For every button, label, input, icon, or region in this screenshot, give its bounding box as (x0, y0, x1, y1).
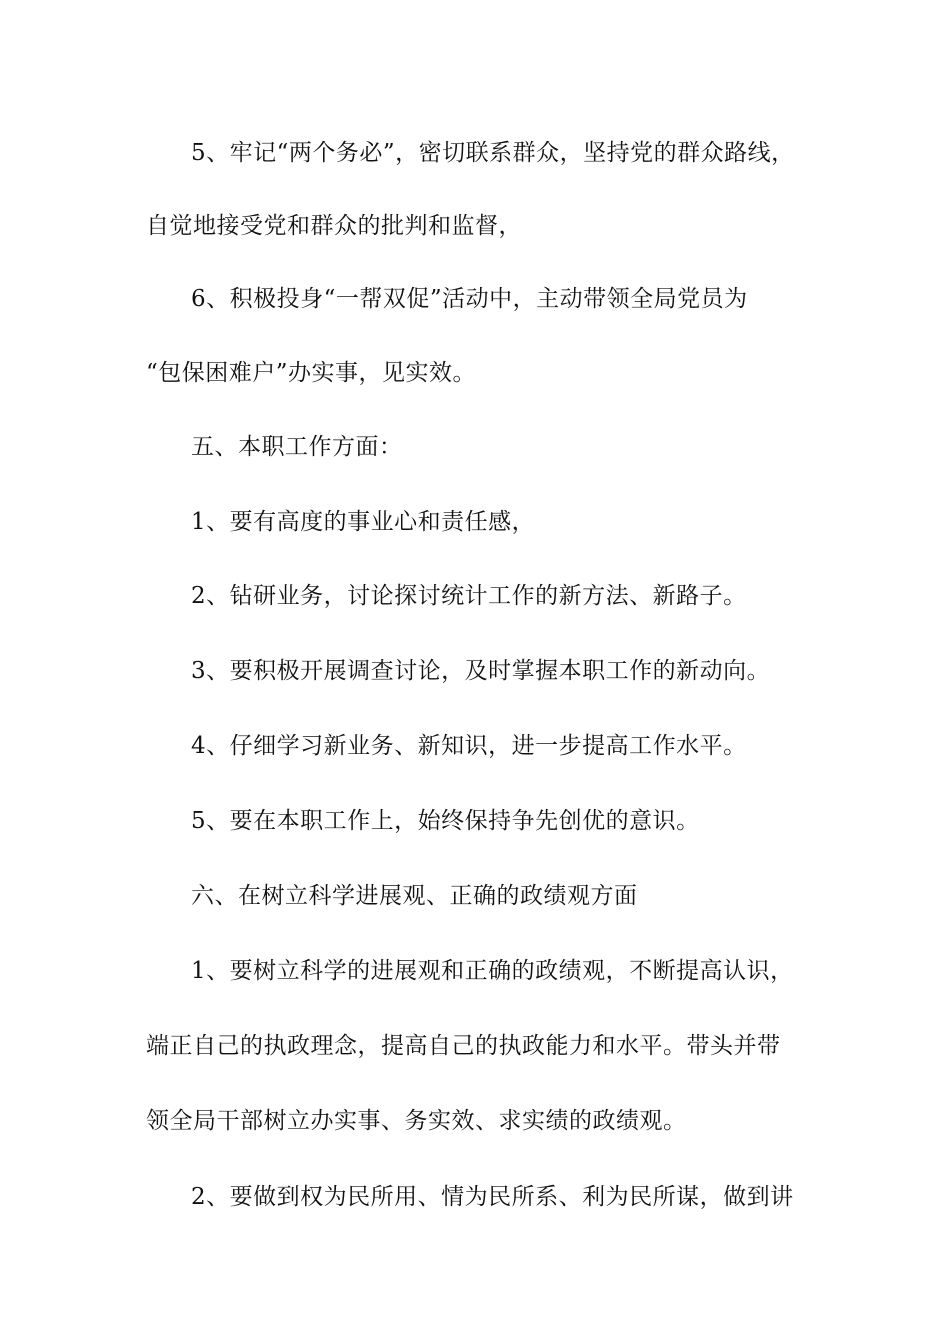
text-line: 3、要积极开展调查讨论，及时掌握本职工作的新动向。 (191, 658, 771, 684)
text-line: 2、要做到权为民所用、情为民所系、利为民所谋，做到讲 (191, 1184, 794, 1210)
text-line: 1、要树立科学的进展观和正确的政绩观，不断提高认识， (191, 958, 794, 984)
text-line: 端正自己的执政理念，提高自己的执政能力和水平。带头并带 (146, 1033, 781, 1059)
text-line: 5、要在本职工作上，始终保持争先创优的意识。 (191, 808, 700, 834)
text-line: 2、钻研业务，讨论探讨统计工作的新方法、新路子。 (191, 583, 747, 609)
text-line: “包保困难户”办实事，见实效。 (146, 360, 477, 386)
text-line: 自觉地接受党和群众的批判和监督， (146, 213, 522, 239)
text-line: 领全局干部树立办实事、务实效、求实绩的政绩观。 (146, 1108, 687, 1134)
text-line: 6、积极投身“一帮双促”活动中，主动带领全局党员为 (191, 286, 748, 312)
section-heading: 五、本职工作方面： (191, 434, 403, 460)
text-line: 1、要有高度的事业心和责任感， (191, 509, 536, 535)
text-line: 4、仔细学习新业务、新知识，进一步提高工作水平。 (191, 733, 747, 759)
section-heading: 六、在树立科学进展观、正确的政绩观方面 (191, 883, 638, 909)
text-line: 5、牢记“两个务必”，密切联系群众，坚持党的群众路线， (191, 140, 795, 166)
